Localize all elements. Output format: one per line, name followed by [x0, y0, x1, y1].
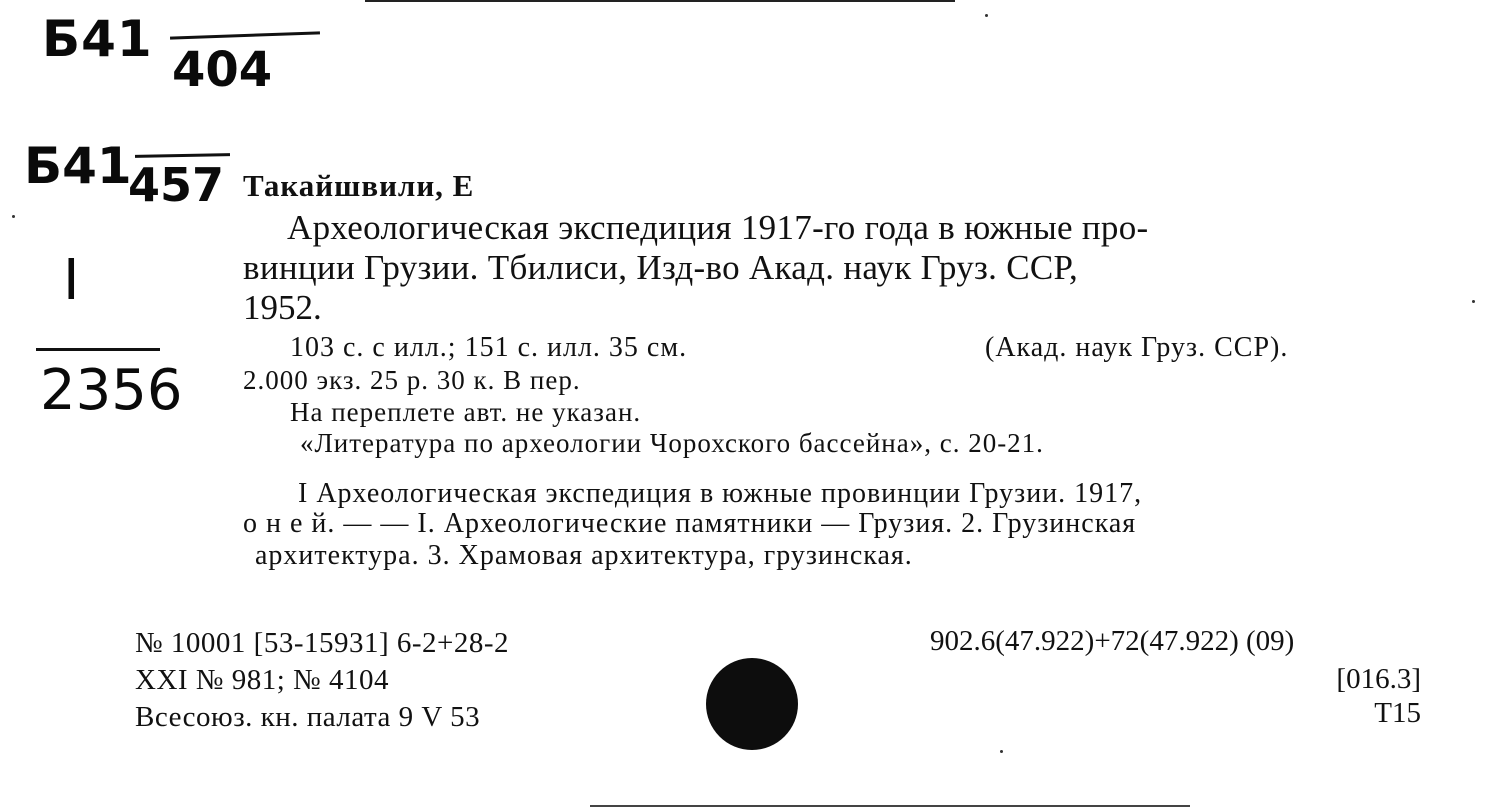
scan-speck	[985, 14, 988, 17]
scan-speck	[12, 215, 15, 218]
footer-left-line-1: № 10001 [53-15931] 6-2+28-2	[135, 627, 510, 659]
collation-print-run: 2.000 экз. 25 р. 30 к. В пер.	[243, 365, 581, 395]
author-mark: Т15	[1374, 697, 1421, 729]
shelf-mark-2-denominator: 457	[128, 158, 225, 212]
note-author: На переплете авт. не указан.	[290, 397, 642, 427]
footer-left-line-2: XXI № 981; № 4104	[135, 664, 389, 696]
tracing-line-1: I Археологическая экспедиция в южные провинции Грузии. 1917,	[298, 478, 1143, 509]
tracing-line-3: архитектура. 3. Храмовая архитектура, грузинская.	[255, 540, 913, 571]
footer-left-line-3: Всесоюз. кн. палата 9 V 53	[135, 701, 481, 733]
tracing-line-2: о н е й. — — I. Археологические памятники — Грузия. 2. Грузинская	[243, 508, 1137, 539]
scan-speck	[1000, 750, 1003, 753]
inventory-mark-denominator: 2356	[40, 358, 183, 423]
title-line-1: Археологическая экспедиция 1917-го года в южные про-	[287, 208, 1149, 247]
collation-series: (Акад. наук Груз. ССР).	[985, 332, 1289, 363]
scan-speck	[1472, 300, 1475, 303]
shelf-mark-1-numerator: Б41	[42, 10, 153, 68]
author-heading: Такайшвили, Е	[243, 168, 475, 203]
inventory-mark-numerator: I	[63, 248, 80, 313]
inventory-mark-fraction-line	[36, 348, 160, 351]
title-line-2: винции Грузии. Тбилиси, Изд-во Акад. наук Груз. ССР,	[243, 248, 1078, 287]
shelf-mark-2-numerator: Б41	[24, 137, 132, 195]
classification-secondary: [016.3]	[1336, 663, 1421, 695]
bottom-edge-line	[590, 805, 1190, 807]
title-line-3: 1952.	[243, 288, 322, 327]
collation-pages: 103 с. с илл.; 151 с. илл. 35 см.	[290, 332, 688, 363]
classification-udc: 902.6(47.922)+72(47.922) (09)	[930, 625, 1295, 657]
shelf-mark-1-fraction-line	[170, 31, 320, 39]
top-edge-line	[365, 0, 955, 2]
shelf-mark-1-denominator: 404	[172, 42, 273, 98]
punch-hole	[706, 658, 798, 750]
note-literature: «Литература по археологии Чорохского бассейна», с. 20-21.	[300, 428, 1044, 458]
